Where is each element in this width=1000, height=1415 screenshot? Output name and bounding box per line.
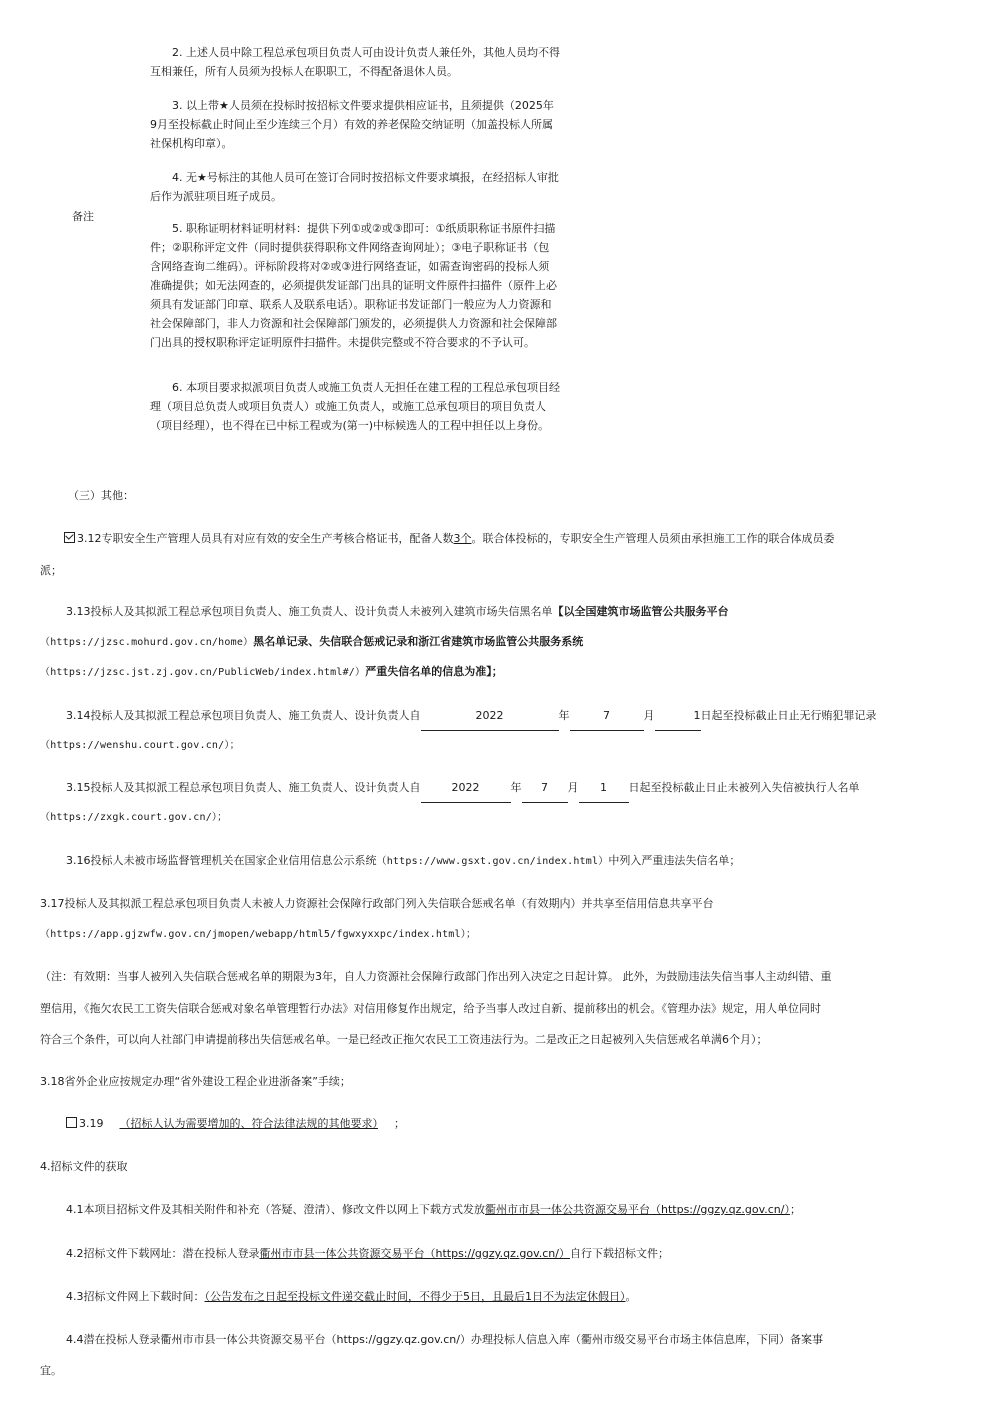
checked-checkbox-icon[interactable] (64, 532, 75, 543)
section-4-heading: 4.招标文件的获取 (40, 1160, 128, 1173)
clause-4-3: 4.3招标文件网上下载时间：（公告发布之日起至投标文件递交截止时间，不得少于5日，且最后1日不为法定休假日）。 (66, 1290, 637, 1303)
clause-3-16: 3.16投标人未被市场监督管理机关在国家企业信用信息公示系统（https://www.gsxt.gov.cn/index.html）中列入严重违法失信名单； (66, 854, 741, 867)
section-other-heading: （三）其他： (68, 489, 134, 502)
note-line-3: 符合三个条件，可以向人社部门申请提前移出失信惩戒名单。一是已经改正拖欠农民工工资违法行为。二是改正之日起被列入失信惩戒名单满6个月）； (40, 1033, 768, 1046)
date-year: 2022 (421, 774, 511, 803)
staff-count: 3个 (453, 532, 472, 545)
url-jzsc-mohurd: （https://jzsc.mohurd.gov.cn/home） (40, 637, 254, 648)
platform-link[interactable]: 衢州市市县一体公共资源交易平台（https://ggzy.qz.gov.cn/） (259, 1247, 570, 1260)
remark-item-5: 5. 职称证明材料证明材料：提供下列①或②或③即可：①纸质职称证书原件扫描件；②职称评定文件（同时提供获得职称文件网络查询网址）；③电子职称证书（包含网络查询二维码）。评标阶段将对②或③进行网络查证，如需查询密码的投标人须准确提供；如无法网查的，必须提供发证部门出具的证明文件原件扫描件（原件上必须具有发证部门印章、联系人及联系电话）。职称证书发证部门一般应为人力资源和社会保障部门，非人力资源和社会保障部门颁发的，必须提供人力资源和社会保障部门出具的授权职称评定证明原件扫描件。未提供完整或不符合要求的不予认可。 (150, 222, 557, 349)
clause-3-12-cont: 派； (40, 564, 62, 577)
note-line-1: （注：有效期：当事人被列入失信联合惩戒名单的期限为3年，自人力资源社会保障行政部门作出列入决定之日起计算。 此外，为鼓励违法失信当事人主动纠错、重 (40, 970, 832, 983)
clause-3-14: 3.14投标人及其拟派工程总承包项目负责人、施工负责人、设计负责人自 2022 年 7 月 1日起至投标截止日止无行贿犯罪记录 (66, 702, 966, 731)
clause-3-17: 3.17投标人及其拟派工程总承包项目负责人未被人力资源社会保障行政部门列入失信联合惩戒名单（有效期内）并共享至信用信息共享平台 (40, 897, 714, 910)
url-zxgk: （https://zxgk.court.gov.cn/）； (40, 812, 228, 823)
clause-3-13-line1: 3.13投标人及其拟派工程总承包项目负责人、施工负责人、设计负责人未被列入建筑市场失信黑名单【以全国建筑市场监管公共服务平台 (66, 605, 729, 618)
download-period: （公告发布之日起至投标文件递交截止时间，不得少于5日，且最后1日不为法定休假日） (204, 1290, 626, 1303)
clause-4-4-cont: 宜。 (40, 1364, 62, 1377)
clause-3-15-url (40, 803, 227, 832)
remark-item-2: 2. 上述人员中除工程总承包项目负责人可由设计负责人兼任外，其他人员均不得互相兼任，所有人员须为投标人在职职工，不得配备退休人员。 (150, 46, 560, 78)
clause-4-4: 4.4潜在投标人登录衢州市市县一体公共资源交易平台（https://ggzy.qz.gov.cn/）办理投标人信息入库（衢州市级交易平台市场主体信息库，下同）备案事 (66, 1333, 823, 1346)
clause-4-1: 4.1本项目招标文件及其相关附件和补充（答疑、澄清）、修改文件以网上下载方式发放衢州市市县一体公共资源交易平台（https://ggzy.qz.gov.cn/）； (66, 1203, 801, 1216)
url-gsxt: （https://www.gsxt.gov.cn/index.html） (376, 856, 609, 867)
date-day: 1 (579, 774, 629, 803)
unchecked-checkbox-icon[interactable] (66, 1117, 77, 1128)
date-day: 1 (655, 702, 701, 731)
date-year: 2022 (421, 702, 559, 731)
clause-3-15: 3.15投标人及其拟派工程总承包项目负责人、施工负责人、设计负责人自 2022 年 7 月 1 日起至投标截止日止未被列入失信被执行人名单 (66, 774, 966, 803)
platform-link[interactable]: 衢州市市县一体公共资源交易平台（https://ggzy.qz.gov.cn/） (485, 1203, 790, 1216)
url-gjzwfw: （https://app.gjzwfw.gov.cn/jmopen/webapp/html5/fgwxyxxpc/index.html）； (40, 929, 477, 940)
remark-item-6: 6. 本项目要求拟派项目负责人或施工负责人无担任在建工程的工程总承包项目经理（项目总负责人或项目负责人）或施工负责人，或施工总承包项目的项目负责人（项目经理），也不得在已中标工程或为(第一)中标候选人的工程中担任以上身份。 (150, 381, 560, 432)
clause-3-13-line2: （https://jzsc.mohurd.gov.cn/home）黑名单记录、失信联合惩戒记录和浙江省建筑市场监管公共服务系统 (40, 635, 584, 648)
note-line-2: 塑信用，《拖欠农民工工资失信联合惩戒对象名单管理暂行办法》对信用修复作出规定，给予当事人改过自新、提前移出的机会。《管理办法》规定，用人单位同时 (40, 1002, 821, 1015)
clause-3-14-url (40, 731, 240, 760)
clause-3-18: 3.18省外企业应按规定办理“省外建设工程企业进浙备案”手续； (40, 1075, 351, 1088)
clause-3-12: 3.12专职安全生产管理人员具有对应有效的安全生产考核合格证书，配备人数3个。联合体投标的，专职安全生产管理人员须由承担施工工作的联合体成员委 (64, 525, 964, 553)
clause-3-17-url (40, 920, 476, 949)
date-month: 7 (570, 702, 644, 731)
url-wenshu: （https://wenshu.court.gov.cn/）； (40, 740, 240, 751)
remarks-label: 备注 (72, 210, 94, 223)
clause-4-2: 4.2招标文件下载网址：潜在投标人登录衢州市市县一体公共资源交易平台（https://ggzy.qz.gov.cn/）自行下载招标文件； (66, 1247, 669, 1260)
date-month: 7 (522, 774, 568, 803)
remark-item-3: 3. 以上带★人员须在投标时按招标文件要求提供相应证书，且须提供（2025年9月至投标截止时间止至少连续三个月）有效的养老保险交纳证明（加盖投标人所属社保机构印章）。 (150, 99, 554, 150)
url-jzsc-zj: （https://jzsc.jst.zj.gov.cn/PublicWeb/index.html#/） (40, 667, 366, 678)
clause-3-13-line3: （https://jzsc.jst.zj.gov.cn/PublicWeb/index.html#/）严重失信名单的信息为准】； (40, 665, 503, 678)
clause-3-19: 3.19 （招标人认为需要增加的、符合法律法规的其他要求） ； (66, 1110, 405, 1138)
remark-item-4: 4. 无★号标注的其他人员可在签订合同时按招标文件要求填报，在经招标人审批后作为派驻项目班子成员。 (150, 171, 559, 203)
